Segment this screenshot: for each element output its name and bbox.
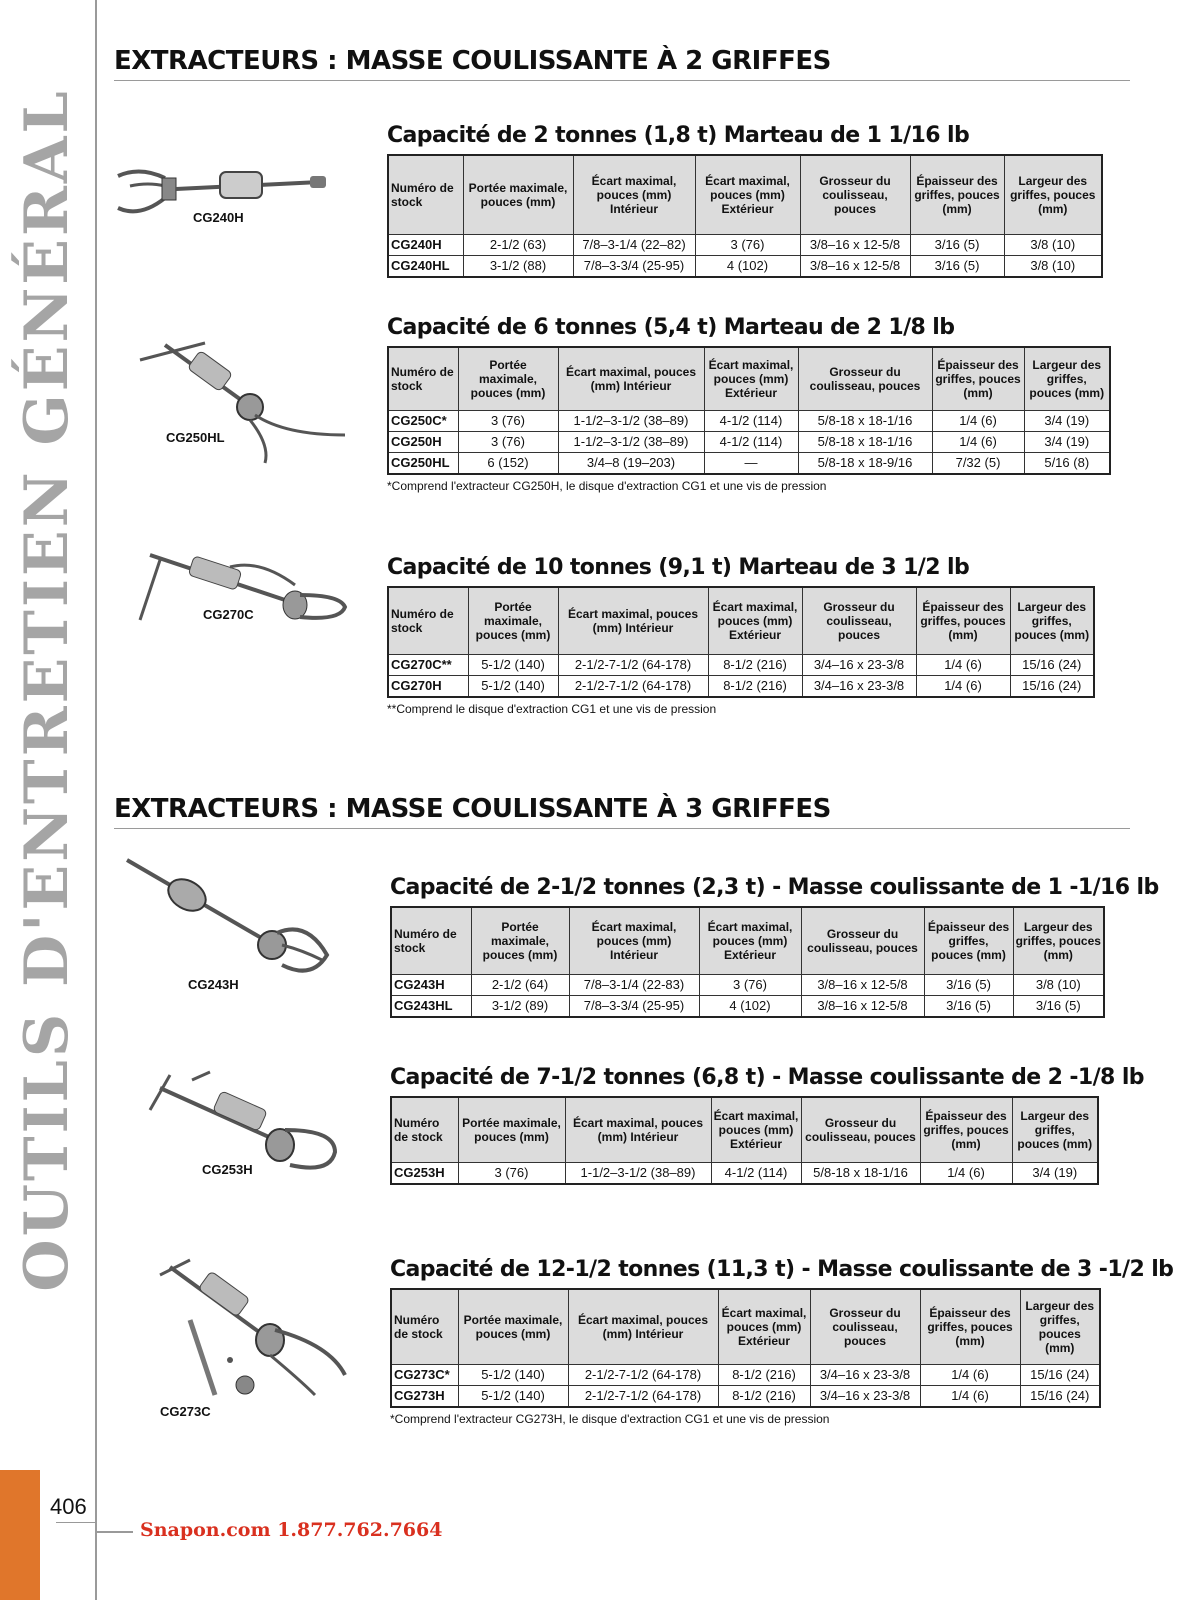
spec-table [390, 1096, 1099, 1185]
table-cell: 3/4–16 x 23-3/8 [810, 1386, 920, 1408]
tool-image-label: CG253H [202, 1162, 253, 1177]
spec-table [390, 906, 1105, 1018]
table-cell: 3/8–16 x 12-5/8 [800, 235, 910, 256]
table-cell: 3 (76) [458, 411, 558, 432]
spec-table [387, 586, 1095, 698]
column-header: Largeur des griffes, pouces (mm) [1012, 1097, 1098, 1163]
column-header: Largeur des griffes, pouces (mm) [1013, 907, 1104, 975]
table-cell: 5/8-18 x 18-1/16 [801, 1163, 920, 1185]
table-header-row [391, 1097, 1098, 1163]
column-header: Numéro de stock [388, 155, 463, 235]
table-cell: 4-1/2 (114) [704, 411, 798, 432]
tool-image-label: CG273C [160, 1404, 211, 1419]
table-cell: 3/8 (10) [1004, 235, 1102, 256]
table-row [388, 432, 1110, 453]
table-row [391, 1386, 1100, 1408]
table-cell: 8-1/2 (216) [718, 1386, 810, 1408]
column-header: Écart maximal, pouces (mm) Extérieur [704, 347, 798, 411]
column-header: Écart maximal, pouces (mm) Intérieur [558, 587, 708, 655]
table-row [388, 453, 1110, 475]
table-footnote: **Comprend le disque d'extraction CG1 et une vis de pression [387, 702, 717, 716]
table-cell: 1-1/2–3-1/2 (38–89) [558, 432, 704, 453]
table-cell: 3-1/2 (88) [463, 256, 573, 278]
column-header: Écart maximal, pouces (mm) Intérieur [568, 1289, 718, 1365]
table-cell: 5-1/2 (140) [468, 676, 558, 698]
spec-table [387, 346, 1111, 475]
stock-number-cell: CG250HL [388, 453, 458, 475]
table-cell: 4 (102) [699, 996, 801, 1018]
table-cell: 1/4 (6) [932, 411, 1024, 432]
stock-number-cell: CG273H [391, 1386, 458, 1408]
table-cell: 1/4 (6) [932, 432, 1024, 453]
column-header: Épaisseur des griffes, pouces (mm) [932, 347, 1024, 411]
column-header: Écart maximal, pouces (mm) Intérieur [565, 1097, 711, 1163]
sidebar [0, 0, 95, 1600]
table-row [388, 256, 1102, 278]
column-header: Largeur des griffes, pouces (mm) [1010, 587, 1094, 655]
spec-table [387, 154, 1103, 278]
table-cell: 8-1/2 (216) [708, 676, 802, 698]
column-header: Écart maximal, pouces (mm) Intérieur [569, 907, 699, 975]
table-cell: 7/32 (5) [932, 453, 1024, 475]
table-cell: 3/4–16 x 23-3/8 [810, 1365, 920, 1386]
table-cell: 2-1/2-7-1/2 (64-178) [568, 1365, 718, 1386]
column-header: Numéro de stock [391, 907, 471, 975]
table-cell: 3/16 (5) [924, 996, 1013, 1018]
column-header: Grosseur du coulisseau, pouces [801, 907, 924, 975]
table-cell: 3 (76) [695, 235, 800, 256]
table-cell: 5-1/2 (140) [458, 1365, 568, 1386]
table-cell: 1/4 (6) [916, 655, 1010, 676]
table-cell: 2-1/2-7-1/2 (64-178) [558, 655, 708, 676]
column-header: Portée maximale, pouces (mm) [458, 1289, 568, 1365]
table-row [391, 996, 1104, 1018]
table-cell: 2-1/2 (63) [463, 235, 573, 256]
table-cell: 3/8 (10) [1004, 256, 1102, 278]
footer-divider [97, 1531, 133, 1533]
product-block [390, 1065, 1144, 1185]
column-header: Portée maximale, pouces (mm) [468, 587, 558, 655]
table-cell: 5/8-18 x 18-1/16 [798, 432, 932, 453]
stock-number-cell: CG250H [388, 432, 458, 453]
column-header: Largeur des griffes, pouces (mm) [1004, 155, 1102, 235]
tool-image-label: CG270C [203, 607, 254, 622]
table-cell: 3/16 (5) [910, 235, 1004, 256]
column-header: Épaisseur des griffes, pouces (mm) [910, 155, 1004, 235]
cg243h-puller-image [122, 855, 337, 985]
table-row [388, 676, 1094, 698]
column-header: Numéro de stock [391, 1097, 458, 1163]
tool-image-label: CG240H [193, 210, 244, 225]
table-cell: 15/16 (24) [1020, 1365, 1100, 1386]
table-cell: 4-1/2 (114) [711, 1163, 801, 1185]
table-row [388, 411, 1110, 432]
table-cell: 1/4 (6) [920, 1163, 1012, 1185]
table-cell: 1-1/2–3-1/2 (38–89) [558, 411, 704, 432]
table-cell: 3/4 (19) [1012, 1163, 1098, 1185]
table-row [391, 975, 1104, 996]
column-header: Écart maximal, pouces (mm) Extérieur [708, 587, 802, 655]
table-header-row [391, 1289, 1100, 1365]
column-header: Grosseur du coulisseau, pouces [810, 1289, 920, 1365]
table-cell: 8-1/2 (216) [708, 655, 802, 676]
stock-number-cell: CG240H [388, 235, 463, 256]
table-cell: 5/8-18 x 18-1/16 [798, 411, 932, 432]
table-cell: 3/8 (10) [1013, 975, 1104, 996]
table-cell: 7/8–3-3/4 (25-95) [569, 996, 699, 1018]
table-cell: 3/8–16 x 12-5/8 [801, 975, 924, 996]
table-cell: 3 (76) [699, 975, 801, 996]
column-header: Portée maximale, pouces (mm) [458, 347, 558, 411]
section-divider [114, 80, 1130, 81]
column-header: Épaisseur des griffes, pouces (mm) [920, 1097, 1012, 1163]
column-header: Épaisseur des griffes, pouces (mm) [924, 907, 1013, 975]
table-cell: 3/4 (19) [1024, 411, 1110, 432]
sidebar-title: OUTILS D'ENTRETIEN GÉNÉRAL [12, 88, 82, 1292]
column-header: Écart maximal, pouces (mm) Intérieur [573, 155, 695, 235]
column-header: Portée maximale, pouces (mm) [458, 1097, 565, 1163]
table-cell: 3/8–16 x 12-5/8 [800, 256, 910, 278]
table-footnote: *Comprend l'extracteur CG250H, le disque d'extraction CG1 et une vis de pression [387, 479, 827, 493]
stock-number-cell: CG273C* [391, 1365, 458, 1386]
table-cell: 2-1/2-7-1/2 (64-178) [558, 676, 708, 698]
product-subtitle: Capacité de 2-1/2 tonnes (2,3 t) - Masse coulissante de 1 -1/16 lb [390, 875, 1159, 900]
table-cell: 7/8–3-3/4 (25-95) [573, 256, 695, 278]
stock-number-cell: CG270C** [388, 655, 468, 676]
page-tab-marker [0, 1470, 40, 1600]
column-header: Largeur des griffes, pouces (mm) [1024, 347, 1110, 411]
table-cell: 6 (152) [458, 453, 558, 475]
table-header-row [388, 155, 1102, 235]
product-block [387, 555, 1095, 716]
table-cell: 5-1/2 (140) [458, 1386, 568, 1408]
section-divider [114, 828, 1130, 829]
table-cell: 3 (76) [458, 432, 558, 453]
product-block [387, 123, 1103, 278]
tool-image-label: CG250HL [166, 430, 225, 445]
stock-number-cell: CG240HL [388, 256, 463, 278]
product-block [390, 875, 1159, 1018]
section-title-2-jaws: EXTRACTEURS : MASSE COULISSANTE À 2 GRIFFES [114, 46, 831, 76]
table-cell: 3/16 (5) [910, 256, 1004, 278]
table-header-row [391, 907, 1104, 975]
sidebar-divider [95, 0, 97, 1600]
table-cell: 4-1/2 (114) [704, 432, 798, 453]
column-header: Écart maximal, pouces (mm) Extérieur [711, 1097, 801, 1163]
cg250hl-puller-image [135, 335, 350, 465]
table-cell: 1-1/2–3-1/2 (38–89) [565, 1163, 711, 1185]
table-cell: 3/4–8 (19–203) [558, 453, 704, 475]
table-row [388, 655, 1094, 676]
page-number: 406 [50, 1494, 87, 1519]
table-row [388, 235, 1102, 256]
product-subtitle: Capacité de 10 tonnes (9,1 t) Marteau de 3 1/2 lb [387, 555, 970, 580]
column-header: Numéro de stock [391, 1289, 458, 1365]
column-header: Grosseur du coulisseau, pouces [801, 1097, 920, 1163]
column-header: Écart maximal, pouces (mm) Intérieur [558, 347, 704, 411]
table-cell: 7/8–3-1/4 (22-83) [569, 975, 699, 996]
table-cell: 4 (102) [695, 256, 800, 278]
column-header: Grosseur du coulisseau, pouces [802, 587, 916, 655]
table-cell: 5-1/2 (140) [468, 655, 558, 676]
table-cell: 5/8-18 x 18-9/16 [798, 453, 932, 475]
product-subtitle: Capacité de 2 tonnes (1,8 t) Marteau de 1 1/16 lb [387, 123, 970, 148]
table-cell: 3/16 (5) [924, 975, 1013, 996]
section-title-3-jaws: EXTRACTEURS : MASSE COULISSANTE À 3 GRIFFES [114, 794, 831, 824]
table-cell: 3/4–16 x 23-3/8 [802, 655, 916, 676]
tool-image-label: CG243H [188, 977, 239, 992]
column-header: Portée maximale, pouces (mm) [463, 155, 573, 235]
column-header: Numéro de stock [388, 347, 458, 411]
table-cell: 5/16 (8) [1024, 453, 1110, 475]
table-cell: 3/4–16 x 23-3/8 [802, 676, 916, 698]
table-cell: 8-1/2 (216) [718, 1365, 810, 1386]
table-cell: 3 (76) [458, 1163, 565, 1185]
table-header-row [388, 587, 1094, 655]
table-cell: 7/8–3-1/4 (22–82) [573, 235, 695, 256]
column-header: Écart maximal, pouces (mm) Extérieur [695, 155, 800, 235]
table-cell: 15/16 (24) [1020, 1386, 1100, 1408]
stock-number-cell: CG270H [388, 676, 468, 698]
stock-number-cell: CG253H [391, 1163, 458, 1185]
table-cell: 1/4 (6) [920, 1386, 1020, 1408]
product-block [387, 315, 1111, 493]
product-subtitle: Capacité de 6 tonnes (5,4 t) Marteau de 2 1/8 lb [387, 315, 955, 340]
column-header: Numéro de stock [388, 587, 468, 655]
spec-table [390, 1288, 1101, 1408]
table-header-row [388, 347, 1110, 411]
table-cell: 3-1/2 (89) [471, 996, 569, 1018]
column-header: Largeur des griffes, pouces (mm) [1020, 1289, 1100, 1365]
cg273c-puller-image [130, 1255, 350, 1405]
table-cell: 1/4 (6) [920, 1365, 1020, 1386]
table-cell: 15/16 (24) [1010, 655, 1094, 676]
column-header: Épaisseur des griffes, pouces (mm) [916, 587, 1010, 655]
table-footnote: *Comprend l'extracteur CG273H, le disque d'extraction CG1 et une vis de pression [390, 1412, 830, 1426]
column-header: Portée maximale, pouces (mm) [471, 907, 569, 975]
table-cell: 2-1/2-7-1/2 (64-178) [568, 1386, 718, 1408]
table-cell: 3/4 (19) [1024, 432, 1110, 453]
product-subtitle: Capacité de 7-1/2 tonnes (6,8 t) - Masse coulissante de 2 -1/8 lb [390, 1065, 1144, 1090]
table-cell: 1/4 (6) [916, 676, 1010, 698]
column-header: Grosseur du coulisseau, pouces [798, 347, 932, 411]
column-header: Grosseur du coulisseau, pouces [800, 155, 910, 235]
product-block [390, 1257, 1173, 1426]
stock-number-cell: CG243H [391, 975, 471, 996]
table-row [391, 1163, 1098, 1185]
column-header: Écart maximal, pouces (mm) Extérieur [699, 907, 801, 975]
footer-contact-link[interactable]: Snapon.com 1.877.762.7664 [140, 1519, 443, 1541]
table-cell: 3/16 (5) [1013, 996, 1104, 1018]
table-cell: — [704, 453, 798, 475]
table-cell: 15/16 (24) [1010, 676, 1094, 698]
table-row [391, 1365, 1100, 1386]
table-cell: 2-1/2 (64) [471, 975, 569, 996]
table-cell: 3/8–16 x 12-5/8 [801, 996, 924, 1018]
page-number-divider [56, 1522, 96, 1523]
product-subtitle: Capacité de 12-1/2 tonnes (11,3 t) - Masse coulissante de 3 -1/2 lb [390, 1257, 1174, 1282]
stock-number-cell: CG250C* [388, 411, 458, 432]
column-header: Écart maximal, pouces (mm) Extérieur [718, 1289, 810, 1365]
column-header: Épaisseur des griffes, pouces (mm) [920, 1289, 1020, 1365]
stock-number-cell: CG243HL [391, 996, 471, 1018]
cg270c-puller-image [130, 545, 350, 640]
